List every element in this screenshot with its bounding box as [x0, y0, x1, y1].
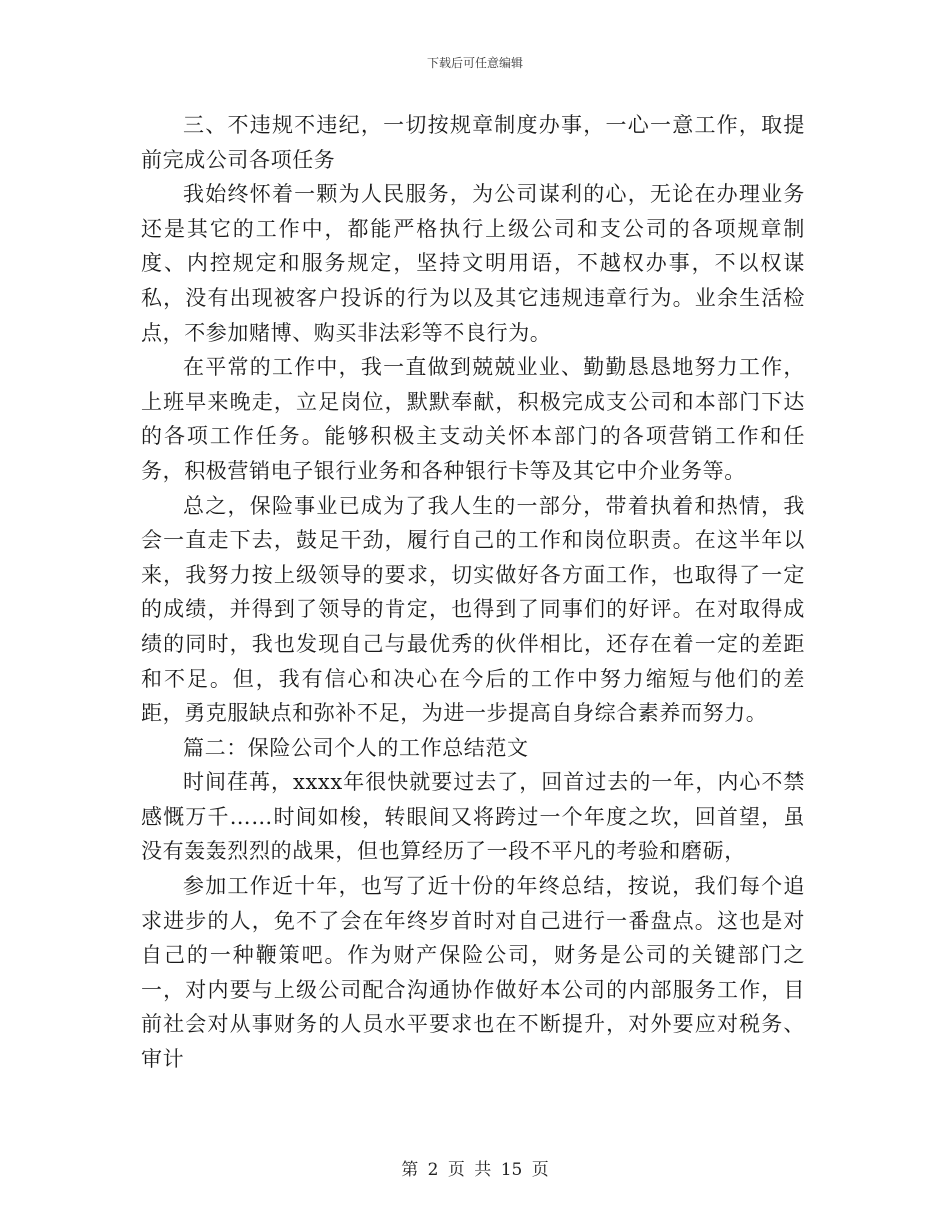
paragraph-summary: 总之，保险事业已成为了我人生的一部分，带着执着和热情，我会一直走下去，鼓足干劲，履行自己的工作和岗位职责。在这半年以来，我努力按上级领导的要求，切实做好各方面工作，也取得了一定的成绩，并得到了领导的肯定，也得到了同事们的好评。在对取得成绩的同时，我也发现自己与最优秀的伙伴相比，还存在着一定的差距和不足。但，我有信心和决心在今后的工作中努力缩短与他们的差距，勇克服缺点和弥补不足，为进一步提高自身综合素养而努力。	[141, 493, 805, 726]
paragraph-part-two-title: 篇二：保险公司个人的工作总结范文	[183, 735, 529, 760]
paragraph-work-decade: 参加工作近十年，也写了近十份的年终总结，按说，我们每个追求进步的人，免不了会在年终岁首时对自己进行一番盘点。这也是对自己的一种鞭策吧。作为财产保险公司，财务是公司的关键部门之一，对内要与上级公司配合沟通协作做好本公司的内部服务工作，目前社会对从事财务的人员水平要求也在不断提升，对外要应对税务、审计	[141, 874, 805, 1072]
page-footer-pagination: 第 2 页 共 15 页	[401, 1160, 549, 1180]
document-body	[141, 108, 805, 1077]
page-header: 下载后可任意编辑	[426, 56, 523, 70]
paragraph-daily-work: 在平常的工作中，我一直做到兢兢业业、勤勤恳恳地努力工作，上班早来晚走，立足岗位，默默奉献，积极完成支公司和本部门下达的各项工作任务。能够积极主支动关怀本部门的各项营销工作和任务，积极营销电子银行业务和各种银行卡等及其它中介业务等。	[141, 355, 805, 483]
paragraph-time-passing: 时间荏苒，xxxx年很快就要过去了，回首过去的一年，内心不禁感慨万千……时间如梭，转眼间又将跨过一个年度之坎，回首望，虽没有轰轰烈烈的战果，但也算经历了一段不平凡的考验和磨砺，	[141, 770, 805, 864]
paragraph-service-attitude: 我始终怀着一颗为人民服务，为公司谋利的心，无论在办理业务还是其它的工作中，都能严格执行上级公司和支公司的各项规章制度、内控规定和服务规定，坚持文明用语，不越权办事，不以权谋私，没有出现被客户投诉的行为以及其它违规违章行为。业余生活检点，不参加赌博、购买非法彩等不良行为。	[141, 182, 805, 345]
paragraph-section-three-heading: 三、不违规不违纪，一切按规章制度办事，一心一意工作，取提前完成公司各项任务	[141, 113, 805, 172]
